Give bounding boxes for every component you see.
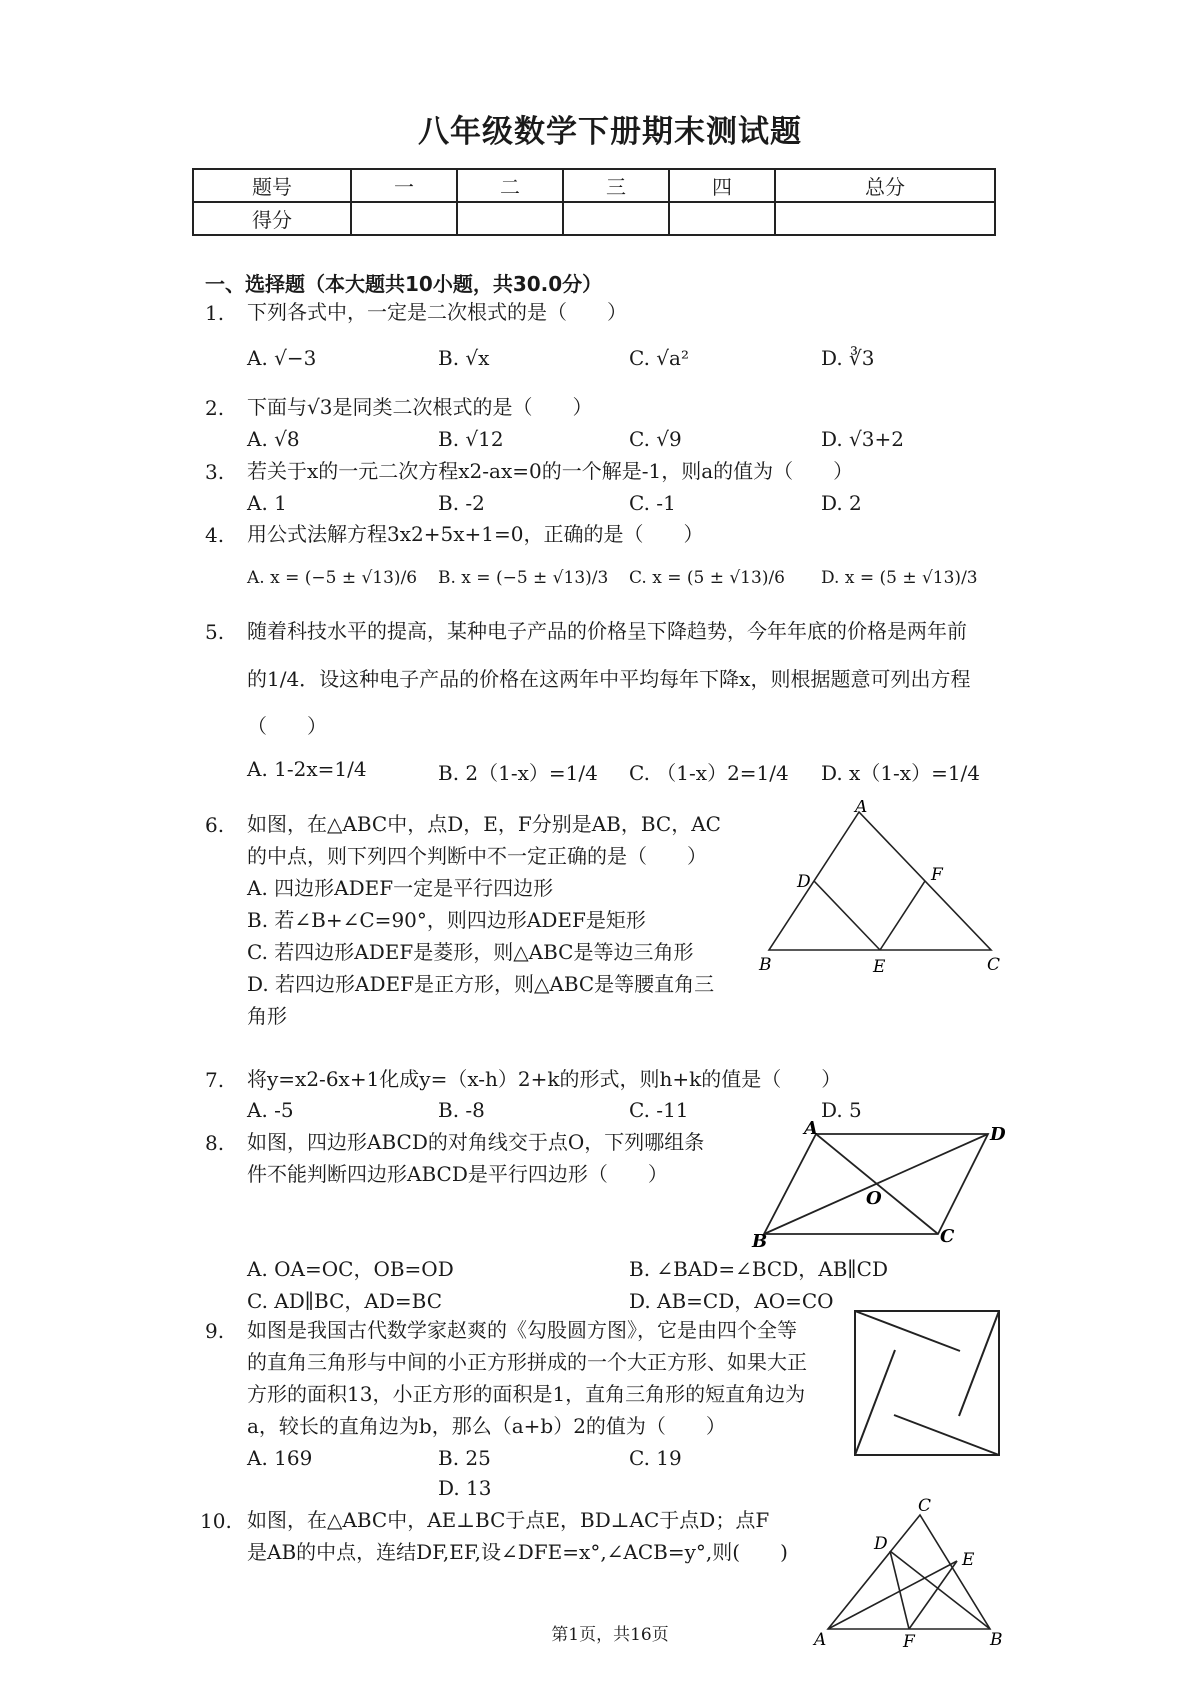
question-text-line: 的1/4．设这种电子产品的价格在这两年中平均每年下降x，则根据题意可列出方程 bbox=[247, 667, 971, 691]
score-table-score-row bbox=[193, 202, 995, 235]
score-cell bbox=[669, 202, 775, 235]
point-label: A bbox=[814, 1630, 827, 1649]
point-label: F bbox=[931, 865, 943, 885]
question-number: 7. bbox=[205, 1068, 225, 1092]
point-label: D bbox=[874, 1534, 888, 1554]
option-c: C. （1-x）2=1/4 bbox=[629, 761, 789, 785]
option-d: D. 若四边形ADEF是正方形，则△ABC是等腰直角三 bbox=[247, 972, 715, 996]
question-text: 用公式法解方程3x2+5x+1=0，正确的是（ ） bbox=[247, 522, 704, 546]
score-cell bbox=[351, 202, 457, 235]
option-a: A. 169 bbox=[247, 1446, 313, 1470]
option-a: A. -5 bbox=[247, 1098, 294, 1122]
option-a: A. x = (−5 ± √13)/6 bbox=[247, 568, 418, 588]
option-b: B. -8 bbox=[438, 1098, 485, 1122]
question-text-line: 的中点，则下列四个判断中不一定正确的是（ ） bbox=[247, 844, 707, 868]
question-number: 2. bbox=[205, 396, 225, 420]
question-text: 下列各式中，一定是二次根式的是（ ） bbox=[247, 300, 627, 324]
point-label: E bbox=[873, 957, 886, 977]
table-cell: 得分 bbox=[193, 202, 351, 235]
question-number: 5. bbox=[205, 620, 225, 644]
question-number: 3. bbox=[205, 460, 225, 484]
option-c: C. √a² bbox=[629, 346, 689, 370]
option-d: D. 13 bbox=[438, 1476, 492, 1500]
question-text-line: a，较长的直角边为b，那么（a+b）2的值为（ ） bbox=[247, 1414, 726, 1438]
score-cell bbox=[563, 202, 669, 235]
option-a: A. 四边形ADEF一定是平行四边形 bbox=[247, 876, 554, 900]
figure-quadrilateral-abcd bbox=[750, 1114, 1012, 1250]
option-c: C. x = (5 ± √13)/6 bbox=[629, 568, 785, 588]
question-text: 将y=x2-6x+1化成y=（x-h）2+k的形式，则h+k的值是（ ） bbox=[247, 1067, 842, 1091]
option-a: A. 1-2x=1/4 bbox=[247, 757, 367, 781]
score-table-header-row bbox=[193, 169, 995, 202]
section-heading: 一、选择题（本大题共10小题，共30.0分） bbox=[205, 272, 603, 296]
question-text-line: 如图，四边形ABCD的对角线交于点O，下列哪组条 bbox=[247, 1130, 705, 1154]
option-b: B. x = (−5 ± √13)/3 bbox=[438, 568, 609, 588]
table-cell: 总分 bbox=[775, 169, 995, 202]
question-number: 8. bbox=[205, 1131, 225, 1155]
question-text-line: 件不能判断四边形ABCD是平行四边形（ ） bbox=[247, 1162, 668, 1186]
question-number: 10. bbox=[200, 1509, 232, 1533]
question-text-line: 如图，在△ABC中，点D，E，F分别是AB，BC，AC bbox=[247, 812, 721, 836]
option-c: C. 若四边形ADEF是菱形，则△ABC是等边三角形 bbox=[247, 940, 694, 964]
point-label: E bbox=[962, 1550, 975, 1570]
option-a: A. √8 bbox=[247, 427, 300, 451]
option-c: C. √9 bbox=[629, 427, 682, 451]
table-cell: 一 bbox=[351, 169, 457, 202]
question-text-line: 随着科技水平的提高，某种电子产品的价格呈下降趋势，今年年底的价格是两年前 bbox=[247, 619, 967, 643]
option-d: D. ∛3 bbox=[821, 346, 875, 370]
option-c: C. -1 bbox=[629, 491, 676, 515]
option-b: B. √x bbox=[438, 346, 490, 370]
question-text-line: （ ） bbox=[247, 714, 327, 738]
point-label: A bbox=[804, 1118, 818, 1139]
point-label: C bbox=[918, 1496, 932, 1516]
point-label: O bbox=[866, 1188, 882, 1209]
point-label: D bbox=[990, 1124, 1006, 1145]
question-text-line: 的直角三角形与中间的小正方形拼成的一个大正方形、如果大正 bbox=[247, 1350, 807, 1374]
option-d-continued: 角形 bbox=[247, 1004, 287, 1028]
question-number: 6. bbox=[205, 813, 225, 837]
score-cell bbox=[775, 202, 995, 235]
question-text: 下面与√3是同类二次根式的是（ ） bbox=[247, 395, 593, 419]
point-label: F bbox=[903, 1632, 915, 1649]
page-title: 八年级数学下册期末测试题 bbox=[418, 114, 802, 150]
figure-triangle-abc bbox=[755, 800, 1015, 980]
question-number: 9. bbox=[205, 1319, 225, 1343]
table-cell: 题号 bbox=[193, 169, 351, 202]
option-a: A. √−3 bbox=[247, 346, 317, 370]
score-cell bbox=[457, 202, 563, 235]
option-d: D. 2 bbox=[821, 491, 862, 515]
question-text-line: 如图，在△ABC中，AE⊥BC于点E，BD⊥AC于点D；点F bbox=[247, 1508, 770, 1532]
option-d: D. 5 bbox=[821, 1098, 862, 1122]
point-label: A bbox=[855, 800, 868, 817]
point-label: C bbox=[940, 1226, 955, 1247]
point-label: B bbox=[752, 1231, 768, 1250]
point-label: B bbox=[990, 1630, 1003, 1649]
option-d: D. AB=CD，AO=CO bbox=[629, 1289, 834, 1313]
option-b: B. 25 bbox=[438, 1446, 491, 1470]
option-c: C. -11 bbox=[629, 1098, 689, 1122]
option-b: B. -2 bbox=[438, 491, 485, 515]
table-cell: 四 bbox=[669, 169, 775, 202]
option-c: C. AD∥BC，AD=BC bbox=[247, 1289, 442, 1313]
option-d: D. x = (5 ± √13)/3 bbox=[821, 568, 978, 588]
table-cell: 二 bbox=[457, 169, 563, 202]
score-table bbox=[192, 168, 996, 236]
question-text-line: 方形的面积13，小正方形的面积是1，直角三角形的短直角边为 bbox=[247, 1382, 806, 1406]
option-d: D. x（1-x）=1/4 bbox=[821, 761, 981, 785]
point-label: B bbox=[759, 955, 772, 975]
option-b: B. 2（1-x）=1/4 bbox=[438, 761, 598, 785]
option-b: B. ∠BAD=∠BCD，AB∥CD bbox=[629, 1257, 888, 1281]
option-b: B. √12 bbox=[438, 427, 504, 451]
option-c: C. 19 bbox=[629, 1446, 682, 1470]
option-d: D. √3+2 bbox=[821, 427, 904, 451]
option-a: A. OA=OC，OB=OD bbox=[247, 1257, 454, 1281]
question-text-line: 是AB的中点，连结DF,EF,设∠DFE=x°,∠ACB=y°,则( ) bbox=[247, 1540, 788, 1564]
option-a: A. 1 bbox=[247, 491, 287, 515]
page-footer: 第1页，共16页 bbox=[551, 1625, 669, 1645]
point-label: D bbox=[797, 872, 811, 892]
question-text-line: 如图是我国古代数学家赵爽的《勾股圆方图》，它是由四个全等 bbox=[247, 1318, 797, 1342]
point-label: C bbox=[987, 955, 1001, 975]
question-number: 4. bbox=[205, 523, 225, 547]
option-b: B. 若∠B+∠C=90°，则四边形ADEF是矩形 bbox=[247, 908, 646, 932]
figure-zhao-shuang-square bbox=[852, 1308, 1004, 1460]
table-cell: 三 bbox=[563, 169, 669, 202]
question-number: 1. bbox=[205, 301, 225, 325]
question-text: 若关于x的一元二次方程x2-ax=0的一个解是-1，则a的值为（ ） bbox=[247, 459, 854, 483]
